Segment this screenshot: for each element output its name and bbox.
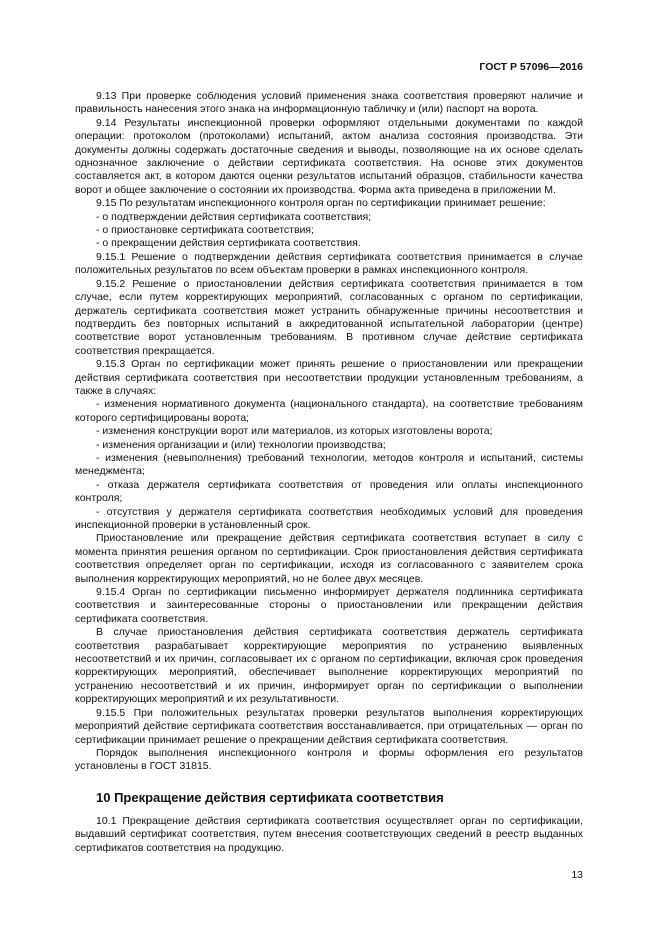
list-item: - отсутствия у держателя сертификата соответствия необходимых условий для проведения инспекционной проверки в установленный срок. bbox=[75, 505, 583, 531]
list-item: - отказа держателя сертификата соответствия от проведения или оплаты инспекционного контроля; bbox=[75, 478, 583, 505]
paragraph-9-14: 9.14 Результаты инспекционной проверки оформляют отдельными документами по каждой операции: протоколом (протоколами) испытаний, актом анализа состояния производства. Эти документы должны содержать достаточные сведения и выводы, позволяющие на их основе сделать однозначное заключение о действии сертификата соответствия. На основе этих документов составляется акт, в котором даются оценки результатов испытаний образцов, стабильности качества ворот и общее заключение о состоянии их производства. Форма акта приведена в приложении М. bbox=[75, 116, 583, 196]
list-item: - изменения (невыполнения) требований технологии, методов контроля и испытаний, системы менеджмента; bbox=[75, 451, 583, 478]
section-heading: 10 Прекращение действия сертификата соответствия bbox=[96, 790, 444, 805]
list-item: - о приостановке сертификата соответствия; bbox=[96, 224, 314, 237]
list-item: - о прекращении действия сертификата соответствия. bbox=[96, 237, 361, 250]
paragraph-10-1: 10.1 Прекращение действия сертификата соответствия осуществляет орган по сертификации, выдавший сертификат соответствия, путем внесения соответствующих сведений в реестр выданных сертификатов соответствия на продукцию. bbox=[75, 815, 583, 854]
paragraph: Приостановление или прекращение действия сертификата соответствия вступает в силу с момента принятия решения органом по сертификации. Срок приостановления действия сертификата соответствия определяет орган по сертификации, исходя из согласованного с заявителем срока выполнения корректирующих мероприятий, но не более двух месяцев. bbox=[75, 532, 583, 585]
paragraph-9-15-2: 9.15.2 Решение о приостановлении действия сертификата соответствия принимается в том случае, если путем корректирующих мероприятий, согласованных с органом по сертификации, держатель сертификата соответствия может устранить обнаруженные причины несоответствия и подтвердить без повторных испытаний в аккредитованной испытательной лаборатории (центре) соответствие ворот установленным требованиям. В противном случае действие сертификата соответствия прекращается. bbox=[75, 277, 583, 357]
document-body bbox=[75, 90, 583, 774]
paragraph-9-15: 9.15 По результатам инспекционного контроля орган по сертификации принимает решение: bbox=[96, 197, 546, 210]
standard-designation: ГОСТ Р 57096—2016 bbox=[479, 61, 583, 73]
paragraph: Порядок выполнения инспекционного контроля и формы оформления его результатов установлены в ГОСТ 31815. bbox=[75, 746, 583, 773]
paragraph-9-15-3: 9.15.3 Орган по сертификации может принять решение о приостановлении или прекращении действия сертификата соответствия при несоответствии продукции установленным требованиям, а также в случаях: bbox=[75, 358, 583, 397]
paragraph: В случае приостановления действия сертификата соответствия держатель сертификата соответствия разрабатывает корректирующие мероприятия по устранению выявленных несоответствий и их причин, согласовывает их с органом по сертификации, включая срок проведения корректирующих мероприятий, обеспечивает выполнение корректирующих мероприятий по устранению несоответствий и их причин, информирует орган по сертификации о выполнении корректирующих мероприятий и их результативности. bbox=[75, 626, 583, 706]
page-number: 13 bbox=[571, 869, 583, 881]
paragraph-9-15-1: 9.15.1 Решение о подтверждении действия сертификата соответствия принимается в случае положительных результатов по всем объектам проверки в рамках инспекционного контроля. bbox=[75, 250, 583, 277]
list-item: - о подтверждении действия сертификата соответствия; bbox=[96, 210, 372, 223]
paragraph-9-15-4: 9.15.4 Орган по сертификации письменно информирует держателя подлинника сертификата соответствия и заинтересованные стороны о приостановлении или прекращении действия сертификата соответствия. bbox=[75, 586, 583, 625]
list-item: - изменения нормативного документа (национального стандарта), на соответствие требованиям которого сертифицированы ворота; bbox=[75, 398, 583, 424]
list-item: - изменения организации и (или) технологии производства; bbox=[96, 438, 386, 451]
list-item: - изменения конструкции ворот или материалов, из которых изготовлены ворота; bbox=[96, 425, 493, 438]
paragraph-9-13: 9.13 При проверке соблюдения условий применения знака соответствия проверяют наличие и правильность нанесения этого знака на информационную табличку и (или) паспорт на ворота. bbox=[75, 90, 583, 116]
paragraph-9-15-5: 9.15.5 При положительных результатах проверки результатов выполнения корректирующих мероприятий действие сертификата соответствия восстанавливается, при отрицательных — орган по сертификации принимает решение о прекращении действия сертификата соответствия. bbox=[75, 706, 583, 746]
section-body bbox=[75, 815, 583, 855]
